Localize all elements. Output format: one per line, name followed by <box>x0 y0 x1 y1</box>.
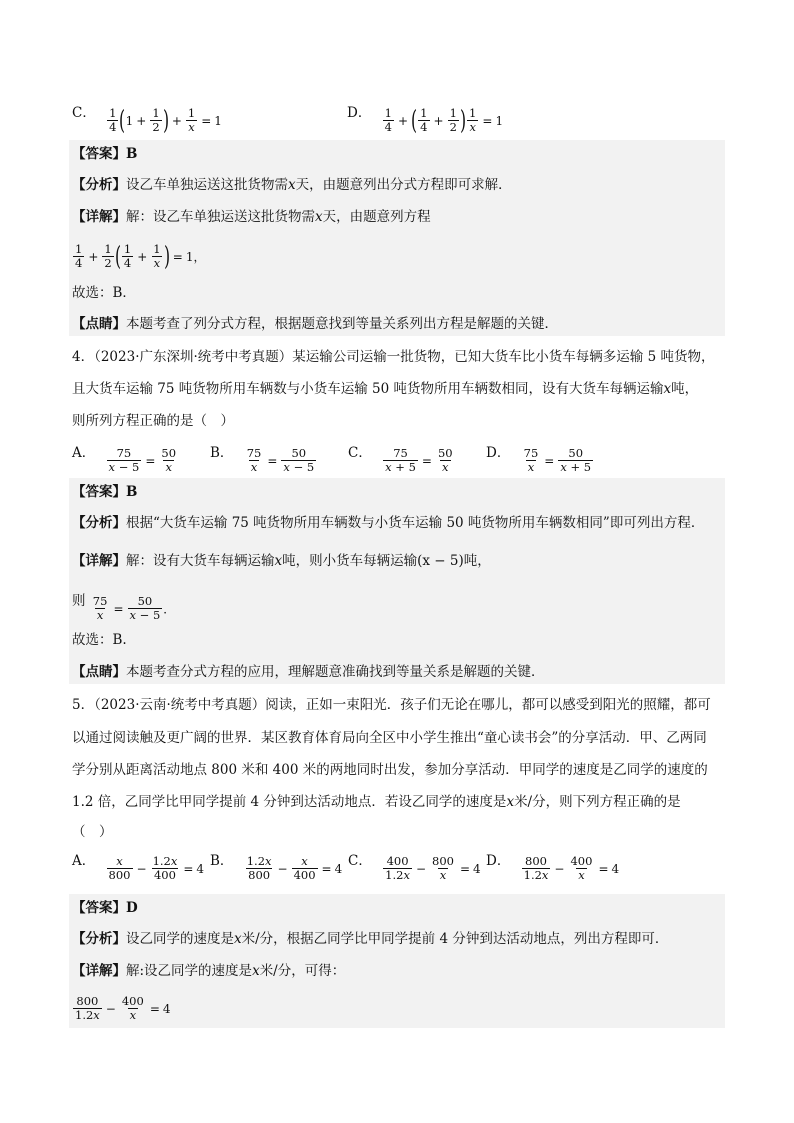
q5-option-b: B． $\frac{1.2x}{800}$ − $\frac{x}{400}$ = 4 <box>210 853 343 882</box>
option-label: C． <box>72 105 96 121</box>
q5-stem-line3: 学分别从距离活动地点 800 米和 400 米的两地同时出发，参加分享活动．甲同学的速度是乙同学的速度的 <box>72 762 708 778</box>
q4-stem-line2: 且大货车运输 75 吨货物所用车辆数与小货车运输 50 吨货物所用车辆数相同，设有大货车每辆运输x吨， <box>72 381 699 397</box>
q4-analysis: 【分析】根据“大货车运输 75 吨货物所用车辆数与小货车运输 50 吨货物所用车辆数相同”即可列出方程． <box>72 515 705 531</box>
q3-detail-equation: $\frac{1}{4}$ + $\frac{1}{2}$ ( $\frac{1}{4}$ + $\frac{1}{x}$ ) = 1， <box>75 241 206 272</box>
q4-option-d: D． $\frac{75}{x}$ = $\frac{50}{x + 5}$ <box>486 445 592 474</box>
equation: $\frac{1}{4}$ ( 1 + $\frac{1}{2}$ ) + $\frac{1}{x}$ = 1 <box>109 105 222 136</box>
q4-stem-line1: 4．（2023·广东深圳·统考中考真题）某运输公司运输一批货物，已知大货车比小货车每辆多运输 5 吨货物， <box>72 349 715 365</box>
q5-detail-equation: $\frac{800}{1.2x}$ − $\frac{400}{x}$ = 4 <box>75 994 171 1022</box>
q4-answer: 【答案】B <box>72 484 138 500</box>
q5-stem-line2: 以通过阅读触及更广阔的世界．某区教育体育局向全区中小学生推出“童心读书会”的分享活动．甲、乙两同 <box>72 730 707 746</box>
q3-option-d <box>347 104 503 134</box>
q5-stem-line5: （ ） <box>72 824 113 840</box>
q4-option-c: C． $\frac{75}{x + 5}$ = $\frac{50}{x}$ <box>348 445 453 474</box>
q5-option-c: C． $\frac{400}{1.2x}$ − $\frac{800}{x}$ = 4 <box>348 853 481 882</box>
q5-option-d: D． $\frac{800}{1.2x}$ − $\frac{400}{x}$ = 4 <box>486 853 620 882</box>
q3-option-c <box>72 104 222 134</box>
q5-answer: 【答案】D <box>72 900 138 916</box>
q5-stem-line4: 1.2 倍，乙同学比甲同学提前 4 分钟到达活动地点．若设乙同学的速度是x米/分，则下列方程正确的是 <box>72 794 681 810</box>
q4-solution-block <box>69 478 725 684</box>
q3-analysis: 【分析】设乙车单独运送这批货物需x天，由题意列出分式方程即可求解． <box>72 177 512 193</box>
q5-stem-line1: 5．（2023·云南·统考中考真题）阅读，正如一束阳光．孩子们无论在哪儿，都可以感受到阳光的照耀，都可 <box>72 697 711 713</box>
q4-option-b: B． $\frac{75}{x}$ = $\frac{50}{x - 5}$ <box>210 445 315 474</box>
q4-detail-equation: 则 $\frac{75}{x}$ = $\frac{50}{x - 5}$ ． <box>72 593 176 622</box>
q3-detail: 【详解】解：设乙车单独运送这批货物需x天，由题意列方程 <box>72 209 431 225</box>
q4-stem-line3: 则所列方程正确的是（ ） <box>72 413 234 429</box>
q4-detail: 【详解】解：设有大货车每辆运输x吨，则小货车每辆运输(x − 5)吨， <box>72 553 491 569</box>
q4-comment: 【点睛】本题考查分式方程的应用，理解题意准确找到等量关系是解题的关键． <box>72 664 545 680</box>
q4-choose: 故选：B. <box>72 632 127 648</box>
q4-option-a: A． $\frac{75}{x - 5}$ = $\frac{50}{x}$ <box>72 445 177 474</box>
q5-analysis: 【分析】设乙同学的速度是x米/分，根据乙同学比甲同学提前 4 分钟到达活动地点，列出方程即可． <box>72 931 669 947</box>
q5-detail: 【详解】解:设乙同学的速度是x米/分，可得： <box>72 963 346 979</box>
q3-comment: 【点睛】本题考查了列分式方程，根据题意找到等量关系列出方程是解题的关键． <box>72 316 558 332</box>
q3-answer: 【答案】B <box>72 146 138 162</box>
equation: $\frac{1}{4}$ + ( $\frac{1}{4}$ + $\frac{1}{2}$ ) $\frac{1}{x}$ = 1 <box>384 105 504 136</box>
q5-option-a: A． $\frac{x}{800}$ − $\frac{1.2x}{400}$ = 4 <box>72 853 205 882</box>
q3-solution-block <box>69 140 725 336</box>
option-label: D． <box>347 105 372 121</box>
q3-choose: 故选：B． <box>72 285 136 301</box>
